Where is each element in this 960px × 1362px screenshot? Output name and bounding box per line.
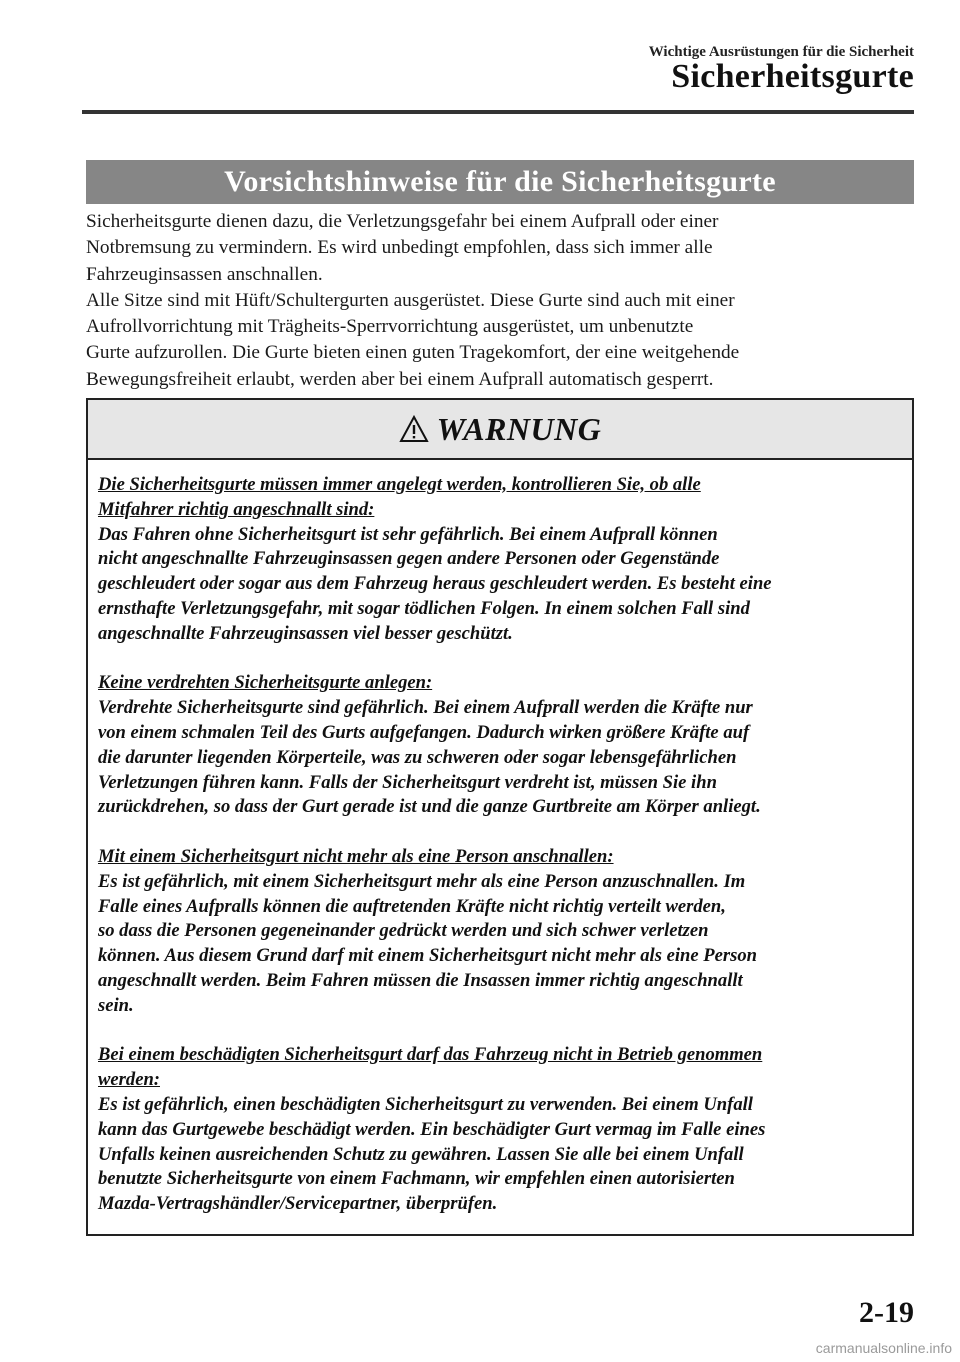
warning-text: Es ist gefährlich, mit einem Sicherheitsgurt mehr als eine Person anzuschnallen. Im Falle eines Aufpralls können die auftretenden Kräfte nicht richtig verteilt werden, so dass die Personen gegeneinander gedrückt werden und sich schwer verletzen können. Aus diesem Grund darf mit einem Sicherheitsgurt nicht mehr als eine Person angeschnallt werden. Beim Fahren müssen die Insassen immer richtig angeschnallt sein. [98,870,757,1016]
warning-heading: Keine verdrehten Sicherheitsgurte anlegen: [98,672,433,694]
warning-text: Das Fahren ohne Sicherheitsgurt ist sehr gefährlich. Bei einem Aufprall können nicht angeschnallte Fahrzeuginsassen gegen andere Personen oder Gegenstände geschleudert oder sogar aus dem Fahrzeug heraus geschleudert werden. Es besteht eine ernsthafte Verletzungsgefahr, mit sogar tödlichen Folgen. In einem solchen Fall sind angeschnallte Fahrzeuginsassen viel besser geschützt. [98,523,772,644]
section-banner: Vorsichtshinweise für die Sicherheitsgurte [86,160,914,204]
chapter-label: Wichtige Ausrüstungen für die Sicherheit [648,44,914,60]
warning-heading: Die Sicherheitsgurte müssen immer angelegt werden, kontrollieren Sie, ob alle Mitfahrer richtig angeschnallt sind: [98,474,701,520]
page-number: 2-19 [859,1296,914,1329]
warning-heading: Bei einem beschädigten Sicherheitsgurt darf das Fahrzeug nicht in Betrieb genommen werden: [98,1044,763,1091]
warning-title: WARNUNG [436,410,602,447]
warning-body [88,460,912,1217]
warning-triangle-icon [399,415,429,443]
header-divider [82,110,914,114]
warning-section [98,845,902,1019]
intro-paragraph-2: Alle Sitze sind mit Hüft/Schultergurten ausgerüstet. Diese Gurte sind auch mit einer Aufrollvorrichtung mit Trägheits-Sperrvorrichtung ausgerüstet, um unbenutzte Gurte aufzurollen. Die Gurte bieten einen guten Tragekomfort, der eine weitgehende Bewegungsfreiheit erlaubt, werden aber bei einem Aufprall automatisch gesperrt. [86,289,740,390]
intro-text [86,209,914,393]
warning-heading: Mit einem Sicherheitsgurt nicht mehr als eine Person anschnallen: [98,845,614,867]
warning-box [86,398,914,1236]
warning-text: Verdrehte Sicherheitsgurte sind gefährlich. Bei einem Aufprall werden die Kräfte nur von einem schmalen Teil des Gurts aufgefangen. Dadurch wirken größere Kräfte auf die darunter liegenden Körperteile, was zu schweren oder sogar lebensgefährlichen Verletzungen führen kann. Falls der Sicherheitsgurt verdreht ist, müssen Sie ihn zurückdrehen, so dass der Gurt gerade ist und die ganze Gurtbreite am Körper anliegt. [98,697,761,818]
warning-header [88,400,912,460]
warning-section [98,1043,902,1217]
warning-text: Es ist gefährlich, einen beschädigten Sicherheitsgurt zu verwenden. Bei einem Unfall kann das Gurtgewebe beschädigt werden. Ein beschädigter Gurt vermag im Falle eines Unfalls keinen ausreichenden Schutz zu gewähren. Lassen Sie alle bei einem Unfall benutzte Sicherheitsgurte von einem Fachmann, wir empfehlen einen autorisierten Mazda-Vertragshändler/Servicepartner, überprüfen. [98,1093,766,1215]
watermark: carmanualsonline.info [815,1340,952,1356]
page-title: Sicherheitsgurte [671,58,914,95]
intro-paragraph-1: Sicherheitsgurte dienen dazu, die Verletzungsgefahr bei einem Aufprall oder einer Notbremsung zu vermindern. Es wird unbedingt empfohlen, dass sich immer alle Fahrzeuginsassen anschnallen. [86,211,719,285]
warning-section [98,473,902,647]
warning-section [98,671,902,820]
